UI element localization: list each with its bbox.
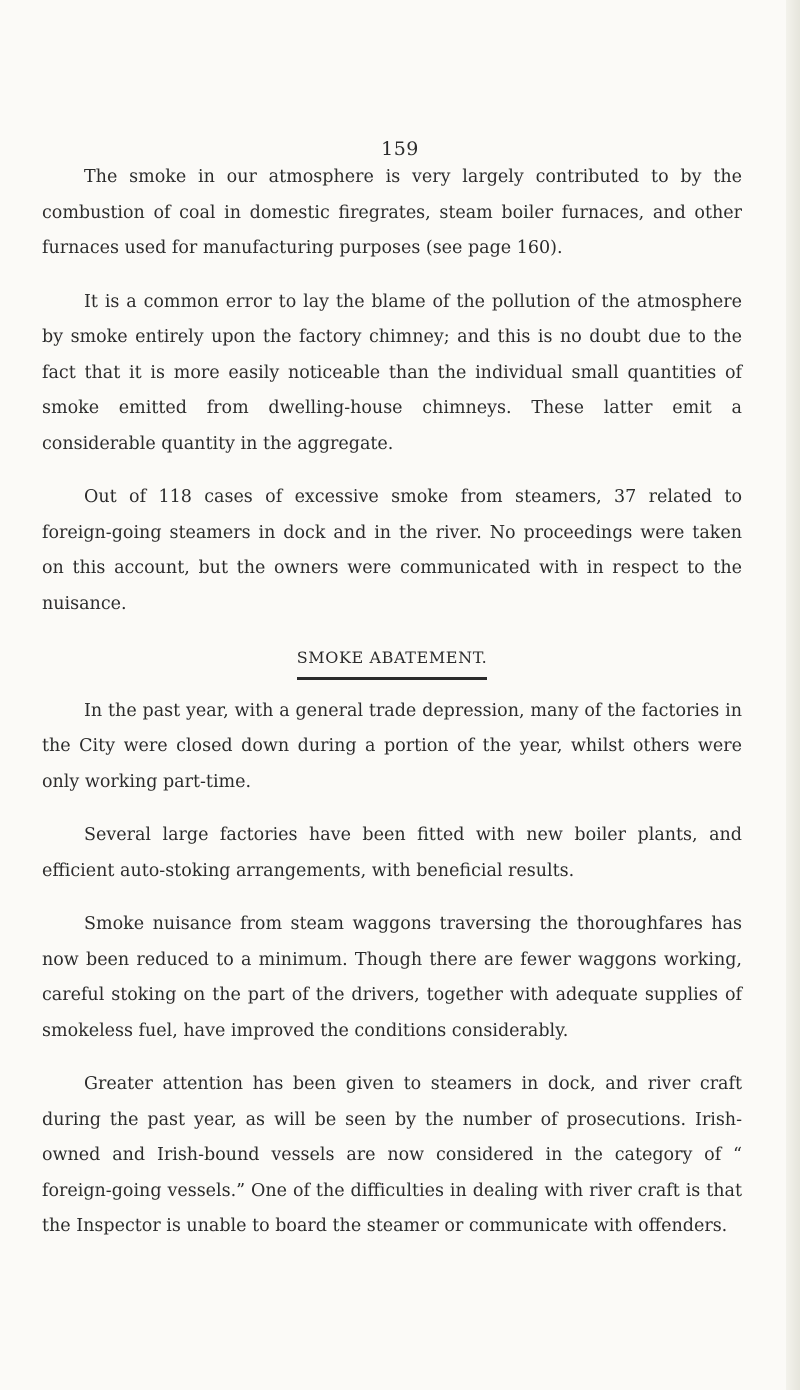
paragraph-factory-chimney: It is a common error to lay the blame of the pollution of the atmosphere by smoke entirely upon the factory chimney; and this is no doubt due to the fact that it is more easily noticeable than the individual small quantities of smoke emitted from dwelling-house chimneys. These latter emit a considerable quantity in the aggregate. bbox=[42, 291, 742, 454]
page-edge bbox=[786, 0, 800, 1390]
paragraph-steamer-cases: Out of 118 cases of excessive smoke from steamers, 37 related to foreign-going steamers in dock and in the river. No proceedings were taken on this account, but the owners were communicated with in respect to the nuisance. bbox=[42, 487, 742, 614]
section-heading bbox=[42, 640, 742, 680]
section-heading-text: SMOKE ABATEMENT. bbox=[297, 640, 488, 680]
paragraph-trade-depression: In the past year, with a general trade depression, many of the factories in the City were closed down during a portion of the year, whilst others were only working part-time. bbox=[42, 700, 742, 792]
paragraph-boiler-plants: Several large factories have been fitted with new boiler plants, and efficient auto-stoking arrangements, with beneficial results. bbox=[42, 825, 742, 881]
page-number: 159 bbox=[381, 138, 419, 160]
document-body bbox=[42, 160, 742, 1263]
paragraph-steamers-in-dock: Greater attention has been given to steamers in dock, and river craft during the past year, as will be seen by the number of prosecutions. Irish-owned and Irish-bound vessels are now considered in the category of “ foreign-going vessels.” One of the difficulties in dealing with river craft is that the Inspector is unable to board the steamer or communicate with offenders. bbox=[42, 1074, 742, 1236]
paragraph-smoke-sources: The smoke in our atmosphere is very largely contributed to by the combustion of coal in domestic firegrates, steam boiler furnaces, and other furnaces used for manufacturing purposes (see page 160). bbox=[42, 167, 742, 258]
paragraph-steam-waggons: Smoke nuisance from steam waggons traversing the thoroughfares has now been reduced to a minimum. Though there are fewer waggons working, careful stoking on the part of the drivers, together with adequate supplies of smokeless fuel, have improved the conditions considerably. bbox=[42, 914, 742, 1041]
